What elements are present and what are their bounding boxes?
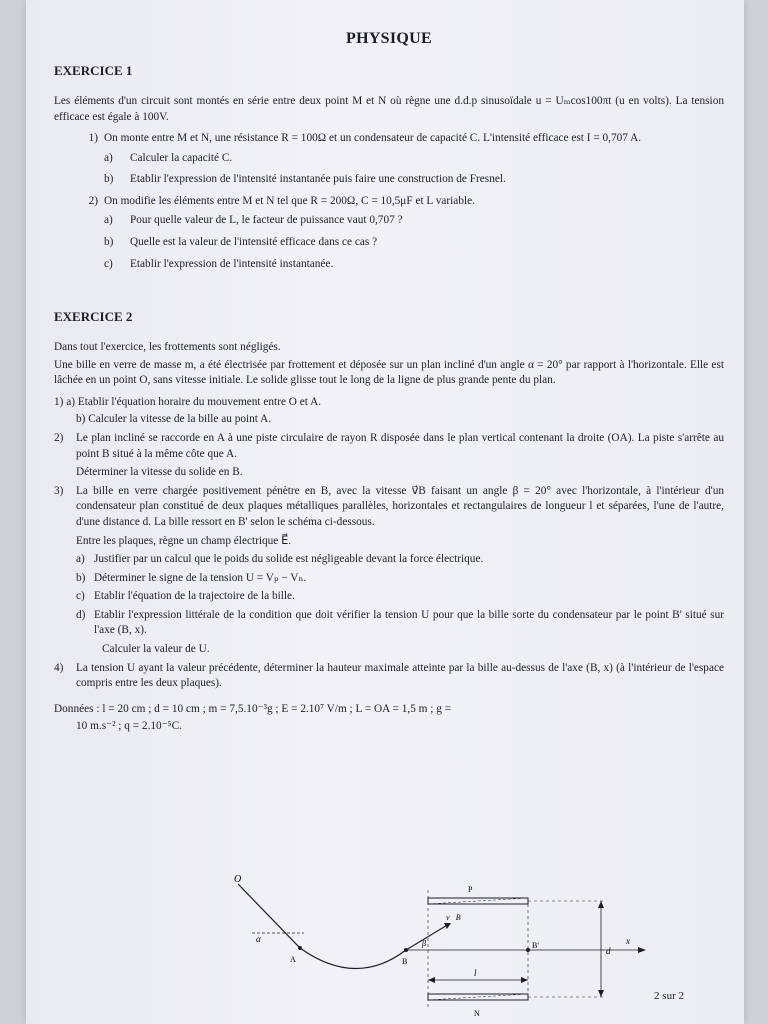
exercise1-question-2c (54, 257, 724, 273)
page-number: 2 sur 2 (654, 990, 684, 1002)
question-number: 1) (88, 132, 98, 145)
exercise2-field-statement: Entre les plaques, règne un champ électrique E⃗. (76, 534, 292, 547)
label-Bprime: B' (532, 941, 539, 950)
exercise2-intro-1: Dans tout l'exercice, les frottements sont négligés. (54, 341, 281, 354)
question-text: Déterminer le signe de la tension U = Vₚ − Vₙ. (94, 571, 307, 584)
question-text: Etablir l'expression de l'intensité instantanée puis faire une construction de Fresnel. (130, 173, 506, 186)
question-text: Quelle est la valeur de l'intensité efficace dans ce cas ? (130, 236, 378, 249)
label-P: P (468, 885, 473, 894)
exercise2-question-3c (54, 589, 724, 605)
question-text: Etablir l'expression littérale de la condition que doit vérifier la tension U pour que la bille sorte du condensateur par le point B' situé sur l'axe (B, x). (94, 608, 724, 637)
lower-plate-hatch (428, 994, 528, 1000)
page-content (54, 28, 724, 738)
exercise2-question-4 (54, 661, 724, 692)
exercise2-question-1b: b) Calculer la vitesse de la bille au point A. (76, 413, 272, 426)
label-alpha: α (256, 934, 261, 944)
point-B (404, 948, 408, 952)
exercise1-heading: EXERCICE 1 (54, 63, 133, 79)
exercise2-data-line-2: 10 m.s⁻² ; q = 2.10⁻⁵C. (76, 720, 182, 733)
question-number: 3) (54, 484, 64, 497)
question-number: 2) (54, 432, 64, 445)
question-text: Pour quelle valeur de L, le facteur de puissance vaut 0,707 ? (130, 214, 403, 227)
exercise2-question-2-task: Déterminer la vitesse du solide en B. (76, 466, 243, 479)
exercise2-question-3d-calc: Calculer la valeur de U. (102, 642, 210, 655)
question-text: Le plan incliné se raccorde en A à une piste circulaire de rayon R disposée dans le plan vertical contenant la droite (OA). La piste s'arrête au point B situé à la même côte que A. (76, 432, 724, 460)
label-x: x (626, 936, 630, 946)
question-text: On modifie les éléments entre M et N tel que R = 200Ω, C = 10,5μF et L variable. (104, 194, 475, 207)
exercise2-intro-2: Une bille en verre de masse m, a été électrisée par frottement et déposée sur un plan incliné d'un angle α = 20° par rapport à l'horizontale. Elle est lâchée en un point O, sans vitesse initiale. Le solide glisse tout le long de la ligne de plus grande pente du plan. (54, 358, 724, 387)
exercise2-question-3d (54, 608, 724, 639)
question-text: Etablir l'expression de l'intensité instantanée. (130, 257, 334, 270)
question-text: La tension U ayant la valeur précédente, déterminer la hauteur maximale atteinte par la bille au-dessus de l'axe (B, x) (à l'intérieur de l'espace compris entre les deux plaques). (76, 661, 724, 690)
x-axis-arrow (638, 947, 646, 953)
exercise1-question-2b (54, 235, 724, 251)
label-B: B (402, 957, 408, 966)
question-number: 4) (54, 661, 64, 674)
question-number: d) (76, 608, 86, 621)
exercise1-question-2a (54, 213, 724, 229)
question-text: Etablir l'équation de la trajectoire de la bille. (94, 590, 295, 603)
question-number: 2) (88, 194, 98, 207)
question-number: b) (104, 236, 114, 249)
d-arrow-top (598, 901, 604, 908)
question-number: a) (76, 553, 85, 566)
exercise1-question-2 (54, 194, 724, 210)
question-text: On monte entre M et N, une résistance R = 100Ω et un condensateur de capacité C. L'intensité efficace est I = 0,707 A. (104, 132, 642, 145)
question-number: a) (104, 214, 113, 227)
l-arrow-right (521, 977, 528, 983)
exercise2-heading: EXERCICE 2 (54, 309, 133, 325)
label-vB: v⃗B (446, 913, 461, 922)
label-beta: β (422, 939, 426, 948)
point-Bprime (526, 948, 530, 952)
l-arrow-left (428, 977, 435, 983)
question-number: c) (104, 257, 113, 270)
exercise1-intro: Les éléments d'un circuit sont montés en série entre deux point M et N où règne une d.d.p sinusoïdale u = Uₘcos100πt (u en volts). La tension efficace est égale à 100V. (54, 95, 724, 123)
page-title: PHYSIQUE (346, 30, 432, 47)
upper-plate-hatch (428, 898, 528, 904)
exercise2-question-1a: 1) a) Etablir l'équation horaire du mouvement entre O et A. (54, 395, 322, 408)
exercise2-question-3a (54, 552, 724, 568)
velocity-vector (406, 924, 449, 950)
label-d: d (606, 946, 611, 956)
question-text: La bille en verre chargée positivement pénètre en B, avec la vitesse v⃗B faisant un angle β = 20° avec l'horizontale, à l'intérieur d'un condensateur plan constitué de deux plaques métalliques parallèles, horizontales et rectangulaires de longueur l et séparées, l'une de l'autre, d'une distance d. La bille ressort en B' selon le schéma ci-dessous. (76, 484, 724, 528)
label-l: l (474, 968, 477, 978)
exercise2-question-2 (54, 431, 724, 462)
section-gap (54, 278, 724, 308)
label-O: O (234, 874, 242, 885)
exercise1-question-1a (54, 151, 724, 167)
question-number: a) (104, 151, 113, 164)
question-text: Calculer la capacité C. (130, 151, 233, 164)
question-number: b) (76, 571, 86, 584)
exercise1-question-1 (54, 131, 724, 147)
question-text: Justifier par un calcul que le poids du solide est négligeable devant la force électrique. (94, 553, 484, 566)
exercise2-question-3 (54, 484, 724, 531)
exercise2-question-3b (54, 571, 724, 587)
point-A (298, 946, 302, 950)
question-number: b) (104, 173, 114, 186)
exercise2-data-line-1: Données : l = 20 cm ; d = 10 cm ; m = 7,5.10⁻³g ; E = 2.10⁷ V/m ; L = OA = 1,5 m ; g = (54, 702, 452, 715)
question-number: c) (76, 590, 85, 603)
figure-diagram (206, 870, 666, 1020)
exam-sheet (26, 0, 744, 1024)
track-path (238, 884, 406, 969)
exercise1-question-1b (54, 172, 724, 188)
d-arrow-bottom (598, 990, 604, 997)
label-A: A (290, 955, 296, 964)
label-N: N (474, 1009, 480, 1018)
